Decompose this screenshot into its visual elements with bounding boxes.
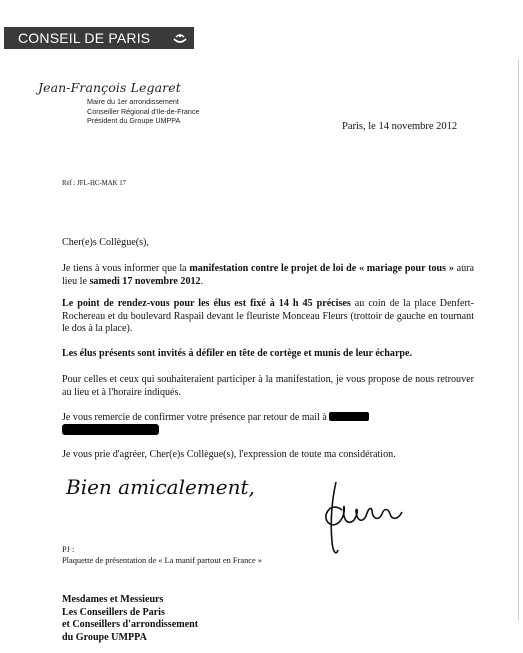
letterhead-banner xyxy=(4,27,194,49)
handwritten-note-text: Bien amicalement, xyxy=(66,475,255,499)
handwritten-note xyxy=(60,470,280,506)
paragraph-confirmation xyxy=(62,412,474,425)
sender-title-line: Maire du 1er arrondissement xyxy=(87,97,179,106)
sender-name: Jean-François Legaret xyxy=(38,80,181,95)
addressee-line: Les Conseillers de Paris xyxy=(62,606,165,618)
paragraph-meeting-point xyxy=(62,298,474,336)
bold-text: Le point de rendez-vous pour les élus est fixé à 14 h 45 précises xyxy=(62,298,351,309)
paris-ship-logo-icon xyxy=(172,30,188,46)
date-line: Paris, le 14 novembre 2012 xyxy=(342,121,458,132)
addressee-line: et Conseillers d'arrondissement xyxy=(62,619,199,631)
bold-text: manifestation contre le projet de loi de « mariage pour tous » xyxy=(189,263,454,274)
signature xyxy=(312,480,412,558)
sender-title-line: Conseiller Régional d'Ile-de-France xyxy=(87,106,200,116)
letterhead-title: CONSEIL DE PARIS xyxy=(18,30,151,46)
page-edge-line xyxy=(518,60,519,620)
text-span: . xyxy=(200,275,204,287)
text-span: aura lieu le xyxy=(62,263,474,287)
sender-title-line: Président du Groupe UMPPA xyxy=(87,116,181,125)
reference: Réf : JFL-HC-MAK 17 xyxy=(62,180,127,187)
salutation: Cher(e)s Collègue(s), xyxy=(62,237,149,248)
attachment-item: Plaquette de présentation de « La manif partout en France » xyxy=(62,555,262,565)
text-span: Je tiens à vous informer que la xyxy=(62,263,190,274)
addressee-block xyxy=(62,594,198,644)
bold-date: samedi 17 novembre 2012 xyxy=(89,275,201,287)
addressee-line: Mesdames et Messieurs xyxy=(62,594,164,605)
sender-titles xyxy=(87,97,199,126)
bold-text: Les élus présents sont invités à défiler en tête de cortège et munis de leur écharpe. xyxy=(62,348,413,359)
paragraph-instructions xyxy=(62,348,474,361)
paragraph-invitation: Pour celles et ceux qui souhaiteraient participer à la manifestation, je vous propose de nous retrouver au lieu et à l'horaire indiqués. xyxy=(62,374,474,398)
attachments xyxy=(62,545,262,566)
attachments-label: PJ : xyxy=(62,545,75,554)
text-span: au coin de la place Denfert-Rochereau et du boulevard Raspail devant le fleuriste Monceau Fleurs (trottoir de gauche en tournant le dos à la place). xyxy=(62,298,474,335)
text-span: Je vous remercie de confirmer votre présence par retour de mail à xyxy=(62,412,327,423)
paragraph-announcement xyxy=(62,263,474,288)
paragraph-closing: Je vous prie d'agréer, Cher(e)s Collègue(s), l'expression de toute ma considération. xyxy=(62,449,396,460)
redacted-email-part xyxy=(329,412,369,421)
addressee-line: du Groupe UMPPA xyxy=(62,631,147,643)
redacted-email xyxy=(62,424,159,435)
